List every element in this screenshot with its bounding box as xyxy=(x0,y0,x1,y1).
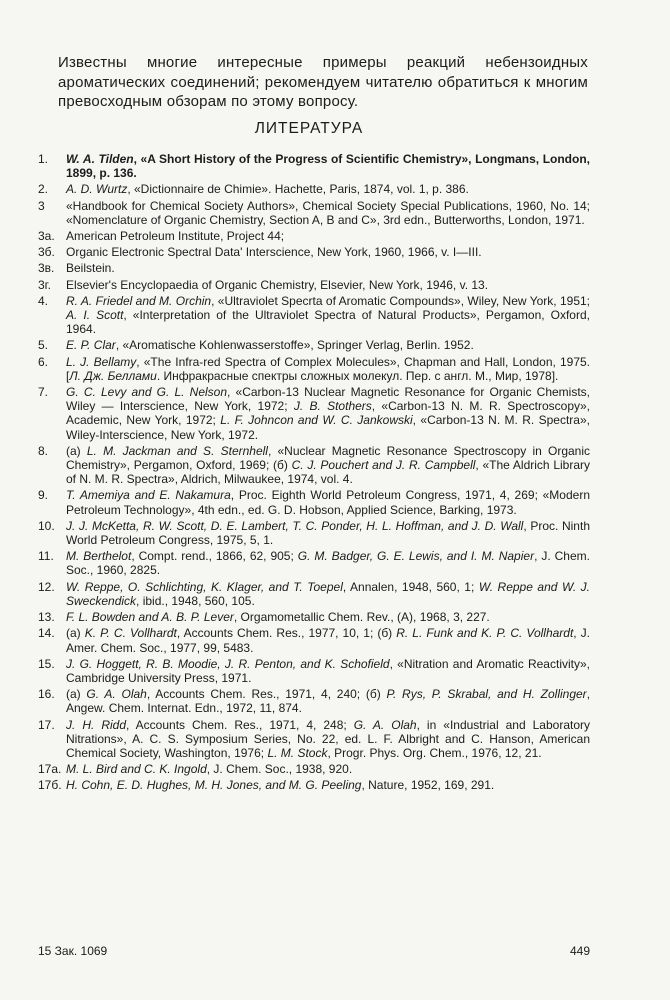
reference-number: 3a. xyxy=(38,229,55,244)
reference-item xyxy=(38,152,590,180)
reference-number: 3б. xyxy=(38,245,55,260)
reference-text xyxy=(66,718,590,761)
reference-text-run: . Инфракрасные спектры сложных молекул. Пер. с англ. М., Мир, 1978]. xyxy=(156,368,559,383)
reference-text-run: , Accounts Chem. Res., 1971, 4, 248; xyxy=(126,717,354,732)
reference-item xyxy=(38,229,590,243)
reference-text-run: A. D. Wurtz xyxy=(66,182,128,197)
reference-number: 17а. xyxy=(38,762,62,777)
reference-text-run: L. M. Stock xyxy=(267,745,328,760)
reference-item xyxy=(38,580,590,608)
reference-number: 2. xyxy=(38,182,49,197)
reference-number: 4. xyxy=(38,293,49,308)
reference-text-run: L. F. Johncon and W. C. Jankowski xyxy=(220,413,413,428)
reference-text-run: H. Cohn, E. D. Hughes, M. H. Jones, and M. G. Peeling xyxy=(66,778,362,793)
reference-item xyxy=(38,278,590,292)
reference-text xyxy=(66,385,590,442)
reference-text-run: , Nature, 1952, 169, 291. xyxy=(361,778,495,793)
reference-number: 13. xyxy=(38,610,55,625)
reference-item xyxy=(38,657,590,685)
reference-number: 3в. xyxy=(38,261,55,276)
reference-text xyxy=(66,338,590,352)
reference-text xyxy=(66,610,590,624)
reference-text xyxy=(66,278,590,292)
reference-number: 16. xyxy=(38,687,55,702)
reference-item xyxy=(38,385,590,442)
reference-item xyxy=(38,245,590,259)
reference-text-run: , Proc. Ninth World Petroleum Congress, 1975, 5, 1. xyxy=(66,518,590,548)
reference-text-run: M. L. Bird and C. K. Ingold xyxy=(66,762,207,777)
reference-text-run: J. J. McKetta, R. W. Scott, D. E. Lambert, T. C. Ponder, H. L. Hoffman, and J. D. Wall xyxy=(66,518,524,533)
reference-text-run: , J. Amer. Chem. Soc., 1977, 99, 5483. xyxy=(66,626,591,655)
reference-item xyxy=(38,444,590,487)
reference-text xyxy=(66,778,590,792)
reference-text-run: Organic Electronic Spectral Data' Interscience, New York, 1960, 1966, v. I—III. xyxy=(66,245,482,260)
page-number: 449 xyxy=(569,944,590,958)
reference-item xyxy=(38,549,590,577)
reference-text xyxy=(66,152,590,180)
reference-text xyxy=(66,355,590,383)
reference-text-run: , Annalen, 1948, 560, 1; xyxy=(342,579,479,594)
reference-text-run: G. C. Levy and G. L. Nelson xyxy=(66,385,228,400)
reference-text-run: , ibid., 1948, 560, 105. xyxy=(136,593,255,608)
reference-text-run: G. M. Badger, G. E. Lewis, and I. M. Napier xyxy=(297,549,535,564)
reference-item xyxy=(38,762,590,776)
reference-text-run: W. A. Tilden xyxy=(66,152,134,166)
reference-text-run: L. J. Bellamy xyxy=(66,354,137,369)
reference-text-run: , «Ultraviolet Specrta of Aromatic Compounds», Wiley, New York, 1951; xyxy=(211,293,590,308)
reference-text-run: A. I. Scott xyxy=(66,308,124,323)
reference-text-run: , «Interpretation of the Ultraviolet Spectra of Natural Products», Pergamon, Oxford, 1964. xyxy=(66,308,590,337)
reference-text-run: , «Nitration and Aromatic Reactivity», Cambridge University Press, 1971. xyxy=(66,656,590,685)
intro-paragraph: Известны многие интересные примеры реакций небензоидных ароматических соединений; рекомендуем читателю обратиться к многим превосходным обзорам по этому вопросу. xyxy=(58,54,588,110)
reference-number: 3 xyxy=(38,198,45,213)
reference-text xyxy=(66,549,590,577)
reference-number: 9. xyxy=(38,488,49,503)
reference-item xyxy=(38,610,590,624)
reference-text-run: American Petroleum Institute, Project 44; xyxy=(66,229,285,244)
reference-text xyxy=(66,261,590,275)
reference-text-run: G. A. Olah xyxy=(353,717,417,732)
reference-number: 11. xyxy=(38,549,54,564)
reference-number: 14. xyxy=(38,626,55,641)
reference-item xyxy=(38,338,590,352)
reference-item xyxy=(38,778,590,792)
reference-text-run: W. Reppe and W. J. Sweckendick xyxy=(66,579,590,608)
reference-text-run: , «Carbon-13 Nuclear Magnetic Resonance for Organic Chemists, Wiley — Interscience, New York, 1972; xyxy=(66,385,590,414)
reference-text xyxy=(66,182,590,196)
reference-text-run: (a) xyxy=(66,687,87,702)
reference-item xyxy=(38,718,590,761)
reference-text-run: Л. Дж. Беллами xyxy=(69,368,157,383)
reference-text xyxy=(66,229,590,243)
reference-text xyxy=(66,519,590,547)
reference-text-run: T. Amemiya and E. Nakamura xyxy=(66,488,231,503)
reference-text xyxy=(66,444,590,487)
reference-text-run: , Accounts Chem. Res., 1971, 4, 240; (б) xyxy=(146,687,387,702)
reference-text-run: Elsevier's Encyclopaedia of Organic Chemistry, Elsevier, New York, 1946, v. 13. xyxy=(66,277,489,292)
reference-text-run: J. B. Stothers xyxy=(293,399,372,414)
reference-text-run: , «Dictionnaire de Chimie». Hachette, Paris, 1874, vol. 1, p. 386. xyxy=(127,182,469,197)
reference-text-run: , «Carbon-13 N. M. R. Spectra», Wiley-Interscience, New York, 1972. xyxy=(66,413,590,442)
reference-text-run: «Handbook for Chemical Society Authors», Chemical Society Special Publications, 1960, No. 14; «Nomenclature of Organic Chemistry, Section A, B and C», 3rd edn., Butterworths, London, 1971. xyxy=(66,198,590,227)
reference-text-run: G. A. Olah xyxy=(86,687,147,702)
reference-text-run: W. Reppe, O. Schlichting, K. Klager, and T. Toepel xyxy=(66,579,343,594)
reference-item xyxy=(38,294,590,337)
reference-item xyxy=(38,182,590,196)
reference-number: 10. xyxy=(38,518,55,533)
reference-number: 1. xyxy=(38,152,49,166)
reference-number: 3г. xyxy=(38,277,51,292)
reference-item xyxy=(38,519,590,547)
reference-item xyxy=(38,355,590,383)
reference-text-run: F. L. Bowden and A. B. P. Lever xyxy=(66,610,234,625)
reference-text xyxy=(66,294,590,337)
reference-text-run: K. P. C. Vollhardt xyxy=(84,626,177,641)
reference-number: 5. xyxy=(38,338,49,353)
reference-text-run: L. M. Jackman and S. Sternhell xyxy=(86,443,268,458)
reference-item xyxy=(38,687,590,715)
reference-text-run: Beilstein. xyxy=(66,261,115,276)
reference-text xyxy=(66,687,590,715)
reference-text xyxy=(66,762,590,776)
reference-text-run: , Orgamometallic Chem. Rev., (A), 1968, 3, 227. xyxy=(233,610,490,625)
reference-item xyxy=(38,199,590,227)
reference-text-run: , Accounts Chem. Res., 1977, 10, 1; (б) xyxy=(176,626,397,641)
reference-text-run: , J. Chem. Soc., 1938, 920. xyxy=(206,762,353,777)
reference-text-run: R. A. Friedel and M. Orchin xyxy=(66,293,212,308)
reference-number: 8. xyxy=(38,443,49,458)
reference-text xyxy=(66,199,590,227)
reference-text-run: , «A Short History of the Progress of Scientific Chemistry», Longmans, London, 1899, p. 136. xyxy=(66,152,591,181)
printing-signature: 15 Зак. 1069 xyxy=(38,944,108,958)
reference-number: 17. xyxy=(38,717,55,732)
reference-text xyxy=(66,580,590,608)
reference-text-run: (a) xyxy=(66,626,85,641)
reference-text-run: C. J. Pouchert and J. R. Campbell xyxy=(291,458,476,473)
reference-text-run: , Compt. rend., 1866, 62, 905; xyxy=(131,549,298,564)
reference-text-run: , J. Chem. Soc., 1960, 2825. xyxy=(66,549,590,578)
reference-text-run: , «Nuclear Magnetic Resonance Spectroscopy in Organic Chemistry», Pergamon, Oxford, 1969; (б) xyxy=(66,443,591,473)
reference-text-run: J. G. Hoggett, R. B. Moodie, J. R. Penton, and K. Schofield xyxy=(66,656,390,671)
reference-text-run: , «Carbon-13 N. M. R. Spectroscopy», Academic, New York, 1972; xyxy=(66,399,591,428)
reference-number: 15. xyxy=(38,656,55,671)
reference-text-run: , in «Industrial and Laboratory Nitrations», A. C. S. Symposium Series, No. 22, ed. L. F. Albright and C. Hanson, American Chemical Society, Washington, 1976; xyxy=(66,717,590,760)
reference-item xyxy=(38,261,590,275)
reference-number: 6. xyxy=(38,354,49,369)
reference-text-run: , Angew. Chem. Internat. Edn., 1972, 11, 874. xyxy=(66,687,591,716)
reference-text-run: , «The Infra-red Spectra of Complex Molecules», Chapman and Hall, London, 1975. [ xyxy=(66,354,590,383)
references-heading: ЛИТЕРАТУРА xyxy=(254,120,364,137)
reference-text-run: P. Rys, P. Skrabal, and H. Zollinger xyxy=(386,687,587,702)
reference-text-run: , «The Aldrich Library of N. M. R. Spectra», Aldrich, Milwaukee, 1974, vol. 4. xyxy=(66,458,590,487)
reference-text-run: , Progr. Phys. Org. Chem., 1976, 12, 21. xyxy=(327,745,542,760)
reference-number: 12. xyxy=(38,579,55,594)
reference-item xyxy=(38,488,590,516)
reference-text xyxy=(66,657,590,685)
reference-text-run: (a) xyxy=(66,443,87,458)
reference-text xyxy=(66,245,590,259)
reference-item xyxy=(38,626,590,654)
reference-number: 17б. xyxy=(38,778,62,793)
reference-list xyxy=(38,152,590,795)
reference-text xyxy=(66,626,590,654)
reference-text xyxy=(66,488,590,516)
reference-text-run: , Proc. Eighth World Petroleum Congress, 1971, 4, 269; «Modern Petroleum Technology», 4th edn., ed. G. D. Hobson, Applied Science, Barking, 1973. xyxy=(66,488,590,517)
reference-text-run: E. P. Clar xyxy=(66,338,116,353)
reference-text-run: M. Berthelot xyxy=(66,549,132,564)
reference-text-run: , «Aromatische Kohlenwasserstoffe», Springer Verlag, Berlin. 1952. xyxy=(115,338,474,353)
reference-text-run: J. H. Ridd xyxy=(66,717,126,732)
reference-text-run: R. L. Funk and K. P. C. Vollhardt xyxy=(396,626,574,641)
reference-number: 7. xyxy=(38,385,49,400)
